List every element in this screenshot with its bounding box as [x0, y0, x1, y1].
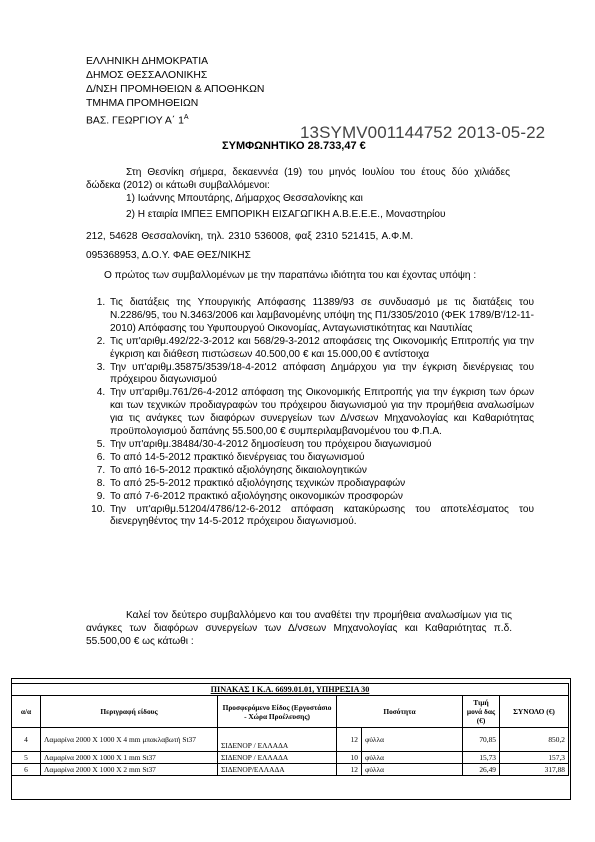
cell-origin: ΣΙΔΕΝΟΡ / ΕΛΛΑΔΑ	[218, 728, 337, 752]
letterhead-line: ΤΜΗΜΑ ΠΡΟΜΗΘΕΙΩΝ	[86, 98, 199, 109]
cell-description: Λαμαρίνα 2000 Χ 1000 Χ 1 mm St37	[41, 752, 218, 764]
party-2-tax: 095368953, Δ.Ο.Υ. ΦΑΕ ΘΕΣ/ΝΙΚΗΣ	[86, 250, 251, 261]
letterhead-line: ΕΛΛΗΝΙΚΗ ΔΗΜΟΚΡΑΤΙΑ	[86, 56, 209, 67]
registry-stamp: 13SYMV001144752 2013-05-22	[300, 123, 546, 142]
list-item: 1. Τις διατάξεις της Υπουργικής Απόφασης 11389/93 σε συνδυασμό με τις διατάξεις του Ν.2286/95, του Ν.3463/2006 και λαμβανομένης υπόψη της Π1/3305/2010 (ΦΕΚ 1789/Β'/12-11-2010) Απόφασης του Υφυπουργού Οικονομίας, Ανταγωνιστικότητας και Ναυτιλίας	[108, 297, 534, 336]
table-header-row	[12, 696, 569, 728]
table-row	[12, 764, 569, 776]
cell-qty: 12	[337, 764, 362, 776]
cell-aa: 5	[12, 752, 41, 764]
col-header-aa: α/α	[12, 696, 41, 728]
cell-unit: φύλλα	[362, 764, 463, 776]
table-row	[12, 752, 569, 764]
cell-qty: 10	[337, 752, 362, 764]
list-item: 6. Το από 14-5-2012 πρακτικό διενέργειας του διαγωνισμού	[108, 452, 534, 465]
list-item: 2. Τις υπ'αριθμ.492/22-3-2012 και 568/29-3-2012 αποφάσεις της Οικονομικής Επιτροπής για την έγκριση και διάθεση πιστώσεων 40.500,00 € και 15.000,00 € αντίστοιχα	[108, 336, 534, 362]
cell-price: 15,73	[463, 752, 500, 764]
closing-paragraph: Καλεί τον δεύτερο συμβαλλόμενο και του αναθέτει την προμήθεια αναλωσίμων για τις ανάγκες των διαφόρων συνεργείων των Δ/νσεων Μηχανολογίας και Καθαριότητας π.δ. 55.500,00 € ως κάτωθι :	[86, 610, 512, 647]
list-item: 3. Την υπ'αριθμ.35875/3539/18-4-2012 απόφαση Δημάρχου για την έγκριση διενέργειας του πρόχειρου διαγωνισμού	[108, 362, 534, 388]
cell-description: Λαμαρίνα 2000 Χ 1000 Χ 4 mm μπακλαβωτή St37	[41, 728, 218, 752]
table-caption: ΠΙΝΑΚΑΣ I Κ.Α. 6699.01.01, ΥΠΗΡΕΣΙΑ 30	[12, 684, 569, 696]
address-text: ΒΑΣ. ΓΕΩΡΓΙΟΥ Α΄ 1	[86, 115, 184, 127]
letterhead	[86, 55, 264, 128]
items-table	[11, 683, 569, 776]
address-superscript: Α	[183, 114, 189, 121]
col-header-unit-price: Τιμή μονά δας (€)	[463, 696, 500, 728]
col-header-total: ΣΥΝΟΛΟ (€)	[500, 696, 569, 728]
document-title: ΣΥΜΦΩΝΗΤΙΚΟ 28.733,47 €	[222, 140, 366, 152]
letterhead-line: ΔΗΜΟΣ ΘΕΣΣΑΛΟΝΙΚΗΣ	[86, 70, 208, 81]
col-header-description: Περιγραφή είδους	[41, 696, 218, 728]
party-2-address: 212, 54628 Θεσσαλονίκη, τηλ. 2310 536008, φαξ 2310 521415, Α.Φ.Μ.	[86, 231, 414, 242]
cell-total: 317,88	[500, 764, 569, 776]
cell-total: 157,3	[500, 752, 569, 764]
col-header-origin: Προσφερόμενο Είδος (Εργοστάσιο - Χώρα Προέλευσης)	[218, 696, 337, 728]
cell-unit: φύλλα	[362, 752, 463, 764]
cell-aa: 6	[12, 764, 41, 776]
list-item: 9. Το από 7-6-2012 πρακτικό αξιολόγησης οικονομικών προσφορών	[108, 491, 534, 504]
list-item: 8. Το από 25-5-2012 πρακτικό αξιολόγησης τεχνικών προδιαγραφών	[108, 478, 534, 491]
cell-total: 850,2	[500, 728, 569, 752]
cell-description: Λαμαρίνα 2000 Χ 1000 Χ 2 mm St37	[41, 764, 218, 776]
cell-origin: ΣΙΔΕΝΟΡ/ΕΛΛΑΔΑ	[218, 764, 337, 776]
cell-price: 26,49	[463, 764, 500, 776]
party-1: 1) Ιωάννης Μπουτάρης, Δήμαρχος Θεσσαλονίκης και	[126, 193, 363, 204]
letterhead-line	[86, 111, 264, 128]
cell-price: 70,85	[463, 728, 500, 752]
list-item: 7. Το από 16-5-2012 πρακτικό αξιολόγησης δικαιολογητικών	[108, 465, 534, 478]
preamble: Ο πρώτος των συμβαλλομένων με την παραπάνω ιδιότητα του και έχοντας υπόψη :	[104, 270, 477, 281]
intro-paragraph: Στη Θεσνίκη σήμερα, δεκαεννέα (19) του μηνός Ιουλίου του έτους δύο χιλιάδες δώδεκα (2012) οι κάτωθι συμβαλλόμενοι:	[86, 167, 510, 191]
letterhead-line: Δ/ΝΣΗ ΠΡΟΜΗΘΕΙΩΝ & ΑΠΟΘΗΚΩΝ	[86, 84, 265, 95]
table-row	[12, 728, 569, 752]
cell-unit: φύλλα	[362, 728, 463, 752]
list-item: 5. Την υπ'αριθμ.38484/30-4-2012 δημοσίευση του πρόχειρου διαγωνισμού	[108, 439, 534, 452]
cell-origin: ΣΙΔΕΝΟΡ / ΕΛΛΑΔΑ	[218, 752, 337, 764]
cell-aa: 4	[12, 728, 41, 752]
considerations-list	[86, 297, 534, 529]
list-item: 10. Την υπ'αριθμ.51204/4786/12-6-2012 απόφαση κατακύρωσης του αποτελέσματος του διενεργηθέντος την 14-5-2012 πρόχειρου διαγωνισμού.	[108, 504, 534, 530]
col-header-quantity: Ποσότητα	[337, 696, 463, 728]
list-item: 4. Την υπ'αριθμ.761/26-4-2012 απόφαση της Οικονομικής Επιτροπής για την έγκριση των όρων και των τεχνικών προδιαγραφών του πρόχειρου διαγωνισμού για την προμήθεια αναλωσίμων για τις ανάγκες των διαφόρων συνεργείων των Δ/νσεων Μηχανολογίας και Καθαριότητας προϋπολογισμού δαπάνης 55.500,00 € συμπεριλαμβανομένου του Φ.Π.Α.	[108, 387, 534, 439]
party-2: 2) Η εταιρία ΙΜΠΕΞ ΕΜΠΟΡΙΚΗ ΕΙΣΑΓΩΓΙΚΗ Α.Β.Ε.Ε.Ε., Μοναστηρίου	[126, 209, 446, 220]
table-caption-row	[12, 684, 569, 696]
cell-qty: 12	[337, 728, 362, 752]
